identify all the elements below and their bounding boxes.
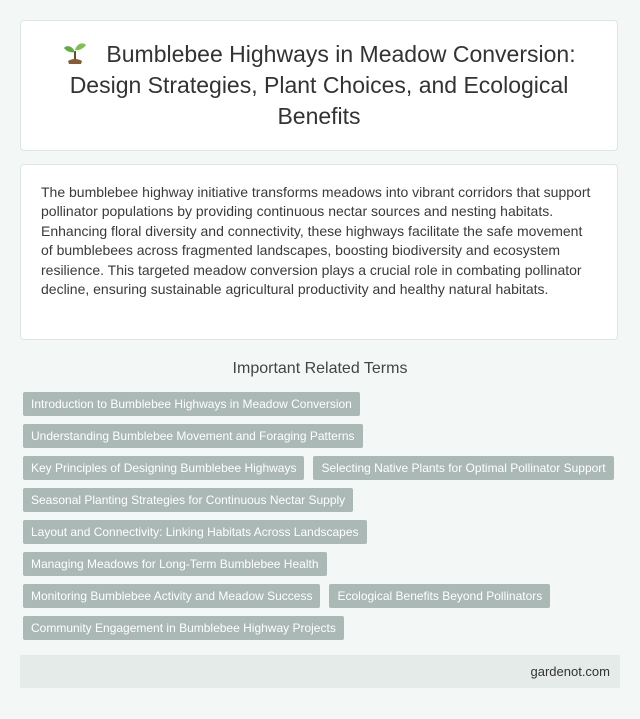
footer-site-link[interactable]: gardenot.com bbox=[530, 664, 610, 679]
term-tag[interactable]: Understanding Bumblebee Movement and Foraging Patterns bbox=[23, 424, 363, 448]
tag-row bbox=[23, 616, 623, 640]
term-tag[interactable]: Managing Meadows for Long-Term Bumblebee Health bbox=[23, 552, 327, 576]
term-tag[interactable]: Layout and Connectivity: Linking Habitats Across Landscapes bbox=[23, 520, 367, 544]
term-tag[interactable]: Community Engagement in Bumblebee Highway Projects bbox=[23, 616, 344, 640]
related-terms-heading: Important Related Terms bbox=[232, 360, 408, 377]
sprout-icon bbox=[62, 39, 88, 65]
tag-row bbox=[23, 584, 623, 608]
term-tag[interactable]: Seasonal Planting Strategies for Continuous Nectar Supply bbox=[23, 488, 353, 512]
tag-row bbox=[23, 520, 623, 544]
title-card bbox=[20, 20, 618, 151]
tag-row bbox=[23, 488, 623, 512]
page-title bbox=[57, 39, 581, 132]
tag-row bbox=[23, 552, 623, 576]
footer bbox=[20, 655, 620, 688]
tag-row bbox=[23, 424, 623, 448]
related-terms-list bbox=[23, 392, 623, 648]
term-tag[interactable]: Introduction to Bumblebee Highways in Meadow Conversion bbox=[23, 392, 360, 416]
page-title-text: Bumblebee Highways in Meadow Conversion: Design Strategies, Plant Choices, and Ecological Benefits bbox=[69, 41, 576, 129]
tag-row bbox=[23, 456, 623, 480]
term-tag[interactable]: Monitoring Bumblebee Activity and Meadow Success bbox=[23, 584, 320, 608]
intro-paragraph: The bumblebee highway initiative transforms meadows into vibrant corridors that support pollinator populations by providing continuous nectar sources and nesting habitats. Enhancing floral diversity and connectivity, these highways facilitate the safe movement of bumblebees across fragmented landscapes, boosting biodiversity and ecosystem resilience. This targeted meadow conversion plays a crucial role in combating pollinator decline, ensuring sustainable agricultural productivity and healthy natural habitats. bbox=[41, 184, 591, 298]
intro-card bbox=[20, 164, 618, 340]
term-tag[interactable]: Selecting Native Plants for Optimal Pollinator Support bbox=[313, 456, 613, 480]
term-tag[interactable]: Key Principles of Designing Bumblebee Highways bbox=[23, 456, 304, 480]
term-tag[interactable]: Ecological Benefits Beyond Pollinators bbox=[329, 584, 550, 608]
tag-row bbox=[23, 392, 623, 416]
